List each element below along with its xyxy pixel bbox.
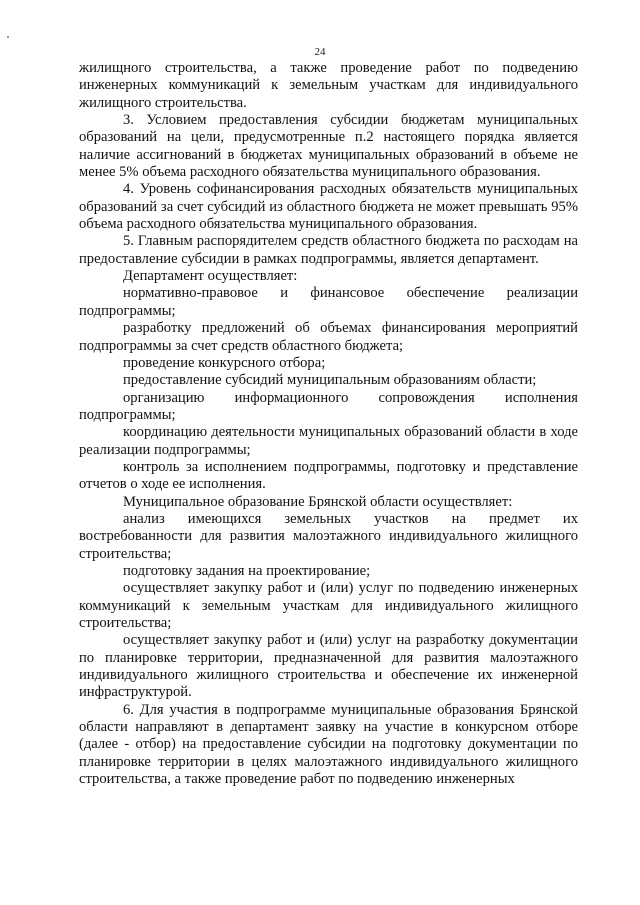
paragraph-10: организацию информационного сопровождения исполнения подпрограммы; bbox=[79, 389, 578, 423]
paragraph-8: проведение конкурсного отбора; bbox=[123, 354, 326, 371]
paragraph-2: 3. Условием предоставления субсидии бюджетам муниципальных образований на цели, предусмотренные п.2 настоящего порядка является наличие ассигнований в бюджетах муниципальных образований в объеме не менее 5% объема расходного обязательства муниципального образования. bbox=[79, 112, 578, 181]
scan-artifact bbox=[7, 36, 9, 38]
paragraph-14: анализ имеющихся земельных участков на предмет их востребованности для развития малоэтажного индивидуального жилищного строительства; bbox=[79, 510, 578, 562]
page-number: 24 bbox=[314, 46, 326, 58]
document-body bbox=[79, 60, 578, 788]
paragraph-11: координацию деятельности муниципальных образований области в ходе реализации подпрограммы; bbox=[79, 424, 578, 458]
paragraph-6: нормативно-правовое и финансовое обеспечение реализации подпрограммы; bbox=[79, 285, 578, 319]
paragraph-9: предоставление субсидий муниципальным образованиям области; bbox=[123, 372, 537, 389]
paragraph-1: жилищного строительства, а также проведение работ по подведению инженерных коммуникаций к земельным участкам для индивидуального жилищного строительства. bbox=[79, 60, 578, 111]
paragraph-4: 5. Главным распорядителем средств областного бюджета по расходам на предоставление субсидии в рамках подпрограммы, является департамент. bbox=[79, 233, 578, 267]
paragraph-18: 6. Для участия в подпрограмме муниципальные образования Брянской области направляют в департамент заявку на участие в конкурсном отборе (далее - отбор) на предоставление субсидии на подготовку документации по планировке территории в целях малоэтажного индивидуального жилищного строительства, а также проведение работ по подведению инженерных bbox=[79, 701, 578, 788]
paragraph-5: Департамент осуществляет: bbox=[123, 268, 298, 285]
paragraph-17: осуществляет закупку работ и (или) услуг на разработку документации по планировке территории, предназначенной для развития малоэтажного индивидуального жилищного строительства и обеспечение их инженерной инфраструктурой. bbox=[79, 632, 578, 701]
paragraph-3: 4. Уровень софинансирования расходных обязательств муниципальных образований за счет субсидий из областного бюджета не может превышать 95% объема расходного обязательства муниципального образования. bbox=[79, 181, 578, 233]
paragraph-13: Муниципальное образование Брянской области осуществляет: bbox=[123, 493, 513, 510]
paragraph-12: контроль за исполнением подпрограммы, подготовку и представление отчетов о ходе ее исполнения. bbox=[79, 458, 578, 493]
paragraph-15: подготовку задания на проектирование; bbox=[123, 562, 371, 579]
paragraph-16: осуществляет закупку работ и (или) услуг по подведению инженерных коммуникаций к земельным участкам для индивидуального жилищного строительства; bbox=[79, 580, 578, 631]
paragraph-7: разработку предложений об объемах финансирования мероприятий подпрограммы за счет средств областного бюджета; bbox=[79, 320, 578, 354]
